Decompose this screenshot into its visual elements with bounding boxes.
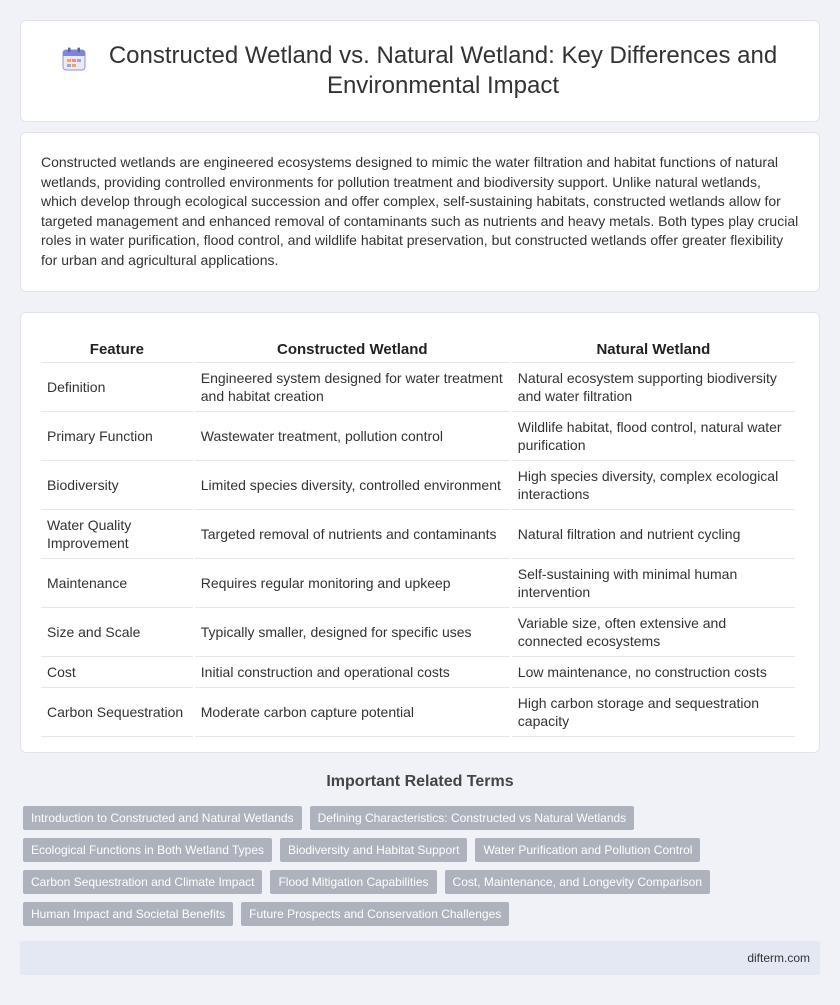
- table-row: [41, 608, 795, 657]
- related-term-tag[interactable]: Human Impact and Societal Benefits: [23, 902, 233, 926]
- table-row: [41, 461, 795, 510]
- header-card: [20, 20, 820, 122]
- feature-cell: Water Quality Improvement: [41, 510, 193, 559]
- related-term-tag[interactable]: Introduction to Constructed and Natural Wetlands: [23, 806, 302, 830]
- constructed-cell: Typically smaller, designed for specific uses: [195, 608, 510, 657]
- table-row: [41, 510, 795, 559]
- related-term-tag[interactable]: Ecological Functions in Both Wetland Types: [23, 838, 272, 862]
- footer-site-link[interactable]: difterm.com: [747, 951, 810, 965]
- comparison-table-card: [20, 312, 820, 753]
- table-row: [41, 688, 795, 737]
- related-term-tag[interactable]: Cost, Maintenance, and Longevity Comparison: [445, 870, 710, 894]
- constructed-cell: Targeted removal of nutrients and contaminants: [195, 510, 510, 559]
- related-term-tag[interactable]: Defining Characteristics: Constructed vs Natural Wetlands: [310, 806, 635, 830]
- feature-cell: Size and Scale: [41, 608, 193, 657]
- feature-cell: Definition: [41, 363, 193, 412]
- feature-cell: Biodiversity: [41, 461, 193, 510]
- related-term-tag[interactable]: Carbon Sequestration and Climate Impact: [23, 870, 262, 894]
- related-term-tag[interactable]: Flood Mitigation Capabilities: [270, 870, 436, 894]
- natural-cell: Variable size, often extensive and connected ecosystems: [512, 608, 795, 657]
- natural-cell: High carbon storage and sequestration capacity: [512, 688, 795, 737]
- table-row: [41, 657, 795, 688]
- feature-cell: Carbon Sequestration: [41, 688, 193, 737]
- constructed-cell: Initial construction and operational costs: [195, 657, 510, 688]
- related-term-tag[interactable]: Future Prospects and Conservation Challenges: [241, 902, 509, 926]
- related-terms-list: [23, 806, 803, 926]
- table-row: [41, 559, 795, 608]
- header-constructed-wetland: Constructed Wetland: [195, 333, 510, 363]
- page-title: Constructed Wetland vs. Natural Wetland: Key Differences and Environmental Impact: [108, 42, 778, 99]
- footer: [20, 941, 820, 975]
- constructed-cell: Engineered system designed for water treatment and habitat creation: [195, 363, 510, 412]
- related-term-tag[interactable]: Water Purification and Pollution Control: [475, 838, 700, 862]
- related-term-tag[interactable]: Biodiversity and Habitat Support: [280, 838, 467, 862]
- comparison-table: [39, 333, 797, 737]
- constructed-cell: Requires regular monitoring and upkeep: [195, 559, 510, 608]
- constructed-cell: Limited species diversity, controlled environment: [195, 461, 510, 510]
- constructed-cell: Wastewater treatment, pollution control: [195, 412, 510, 461]
- feature-cell: Cost: [41, 657, 193, 688]
- feature-cell: Maintenance: [41, 559, 193, 608]
- intro-paragraph: Constructed wetlands are engineered ecosystems designed to mimic the water filtration and habitat functions of natural wetlands, providing controlled environments for pollution treatment and biodiversity support. Unlike natural wetlands, which develop through ecological succession and offer complex, self-sustaining habitats, constructed wetlands allow for targeted management and enhanced removal of contaminants such as nutrients and heavy metals. Both types play crucial roles in water purification, flood control, and wildlife habitat preservation, but constructed wetlands offer greater flexibility for urban and agricultural applications.: [41, 154, 799, 268]
- related-terms-title: Important Related Terms: [326, 773, 514, 790]
- header-feature: Feature: [41, 333, 193, 363]
- feature-cell: Primary Function: [41, 412, 193, 461]
- header-natural-wetland: Natural Wetland: [512, 333, 795, 363]
- natural-cell: High species diversity, complex ecological interactions: [512, 461, 795, 510]
- table-row: [41, 412, 795, 461]
- calendar-icon: [61, 46, 87, 72]
- table-header-row: [41, 333, 795, 363]
- intro-card: [20, 132, 820, 292]
- natural-cell: Wildlife habitat, flood control, natural water purification: [512, 412, 795, 461]
- natural-cell: Self-sustaining with minimal human intervention: [512, 559, 795, 608]
- natural-cell: Low maintenance, no construction costs: [512, 657, 795, 688]
- table-row: [41, 363, 795, 412]
- constructed-cell: Moderate carbon capture potential: [195, 688, 510, 737]
- natural-cell: Natural ecosystem supporting biodiversity and water filtration: [512, 363, 795, 412]
- natural-cell: Natural filtration and nutrient cycling: [512, 510, 795, 559]
